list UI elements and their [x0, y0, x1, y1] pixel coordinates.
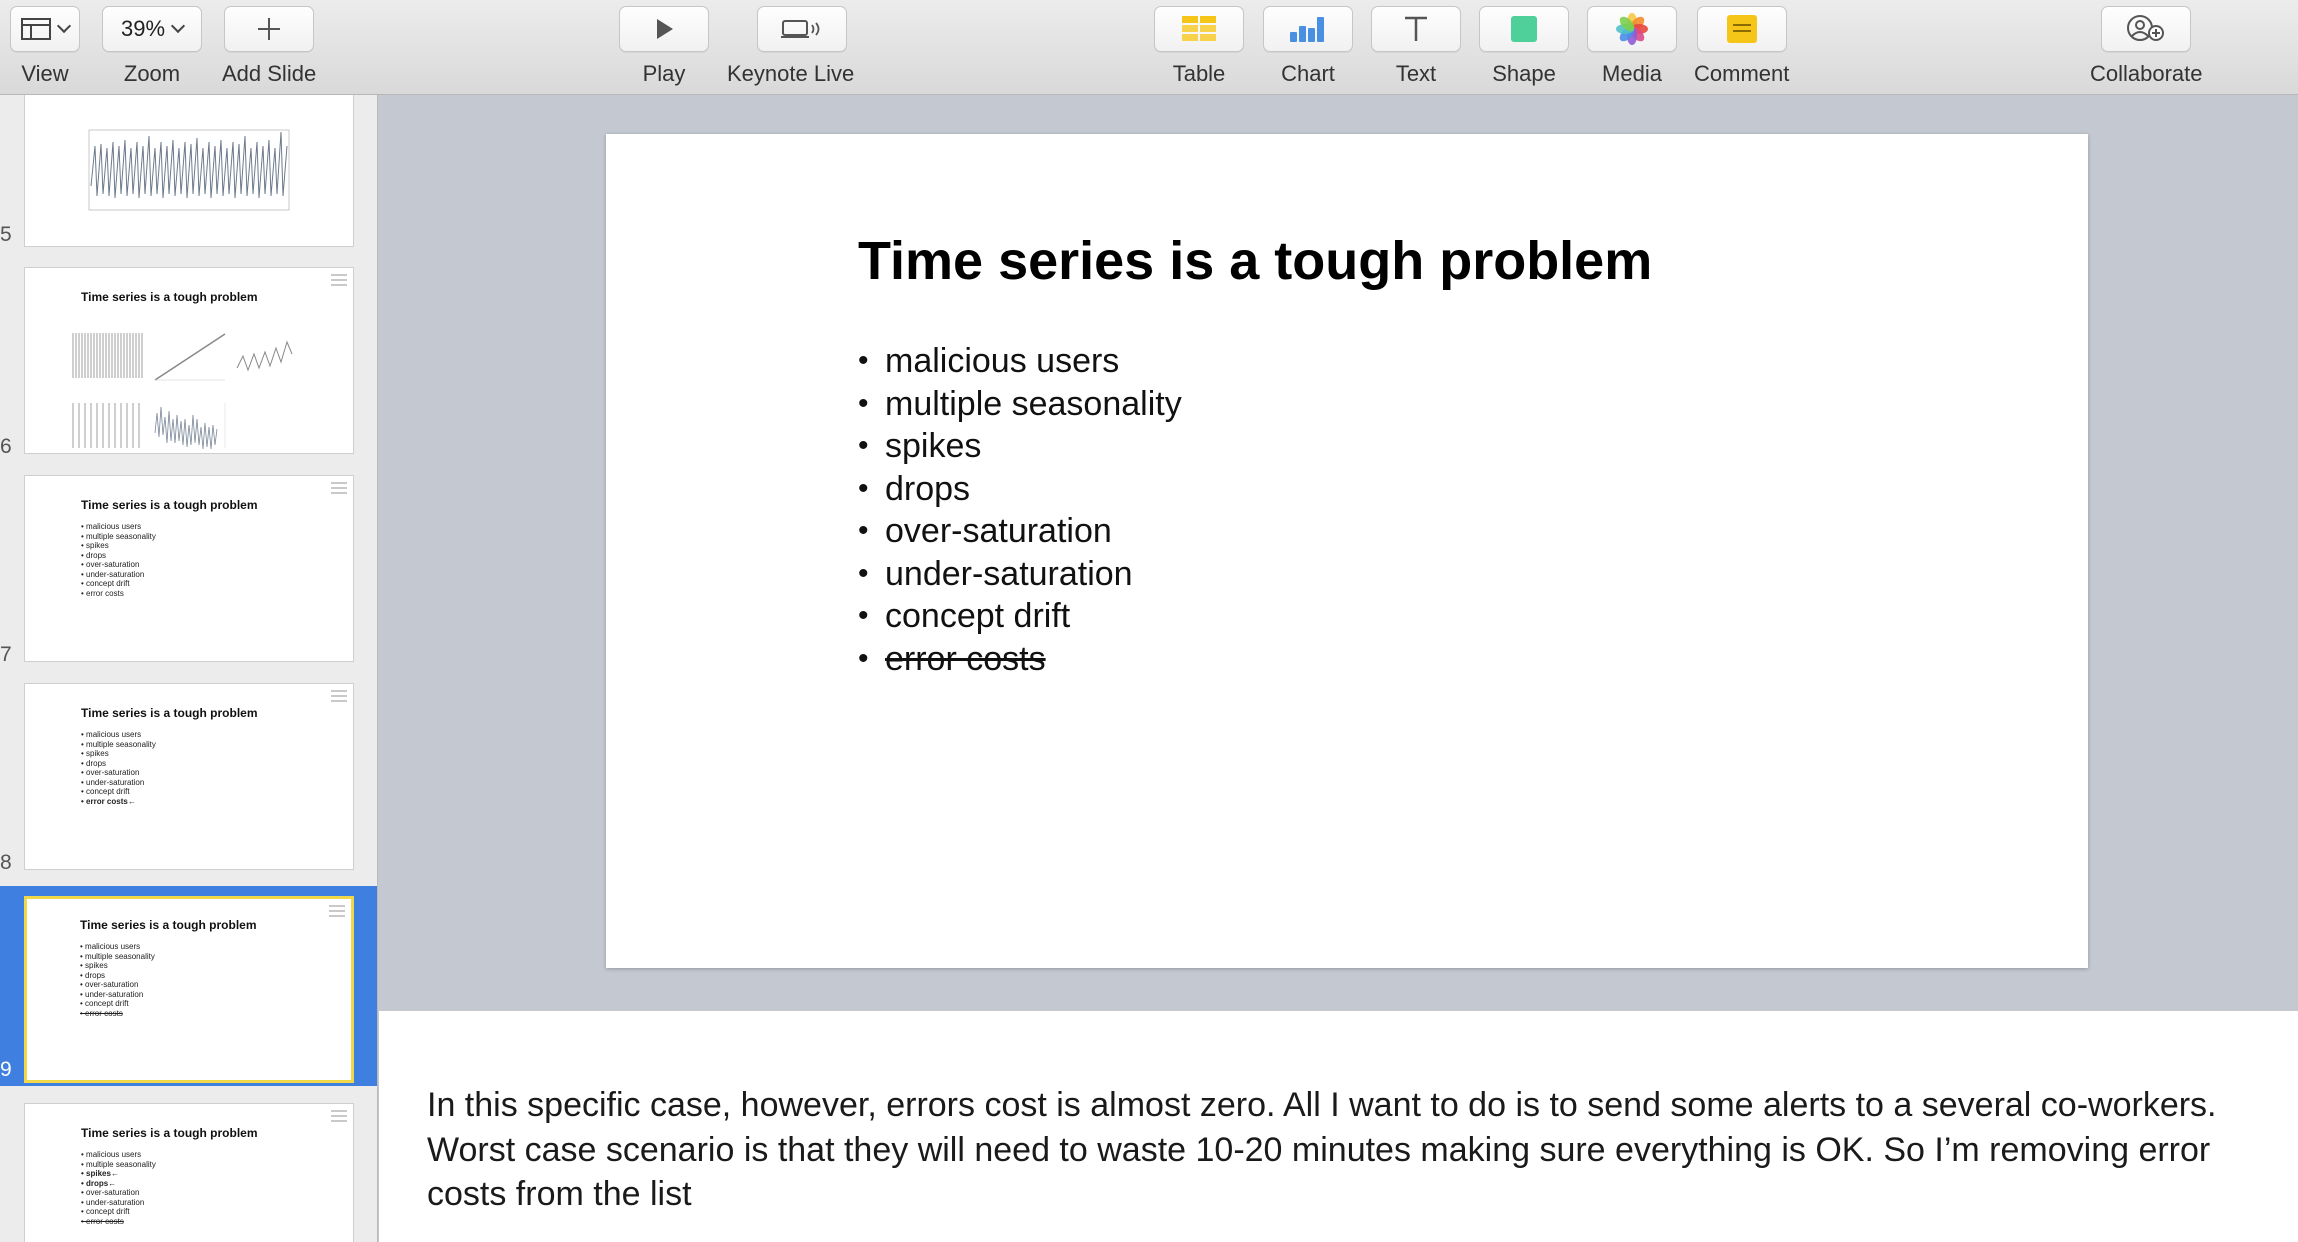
- table-button[interactable]: [1154, 6, 1244, 52]
- chart-button[interactable]: [1263, 6, 1353, 52]
- thumbnail-bullet-list: [81, 522, 156, 598]
- slide-bullet: [858, 340, 1182, 383]
- media-control[interactable]: [1587, 6, 1677, 87]
- thumbnail-bullet: • under-saturation: [81, 778, 156, 788]
- collaborate-button[interactable]: [2101, 6, 2191, 52]
- slide-thumbnail[interactable]: [24, 683, 354, 870]
- comment-button[interactable]: [1697, 6, 1787, 52]
- slide-bullet-text: malicious users: [885, 342, 1120, 380]
- media-button[interactable]: [1587, 6, 1677, 52]
- slide-number: 6: [0, 435, 12, 458]
- slide-number: 8: [0, 851, 12, 874]
- zoom-select[interactable]: [102, 6, 202, 52]
- thumbnail-bullet: • over-saturation: [81, 768, 156, 778]
- view-label: View: [21, 61, 69, 86]
- slide-bullet-list[interactable]: [858, 340, 1182, 680]
- slide-thumbnail-row[interactable]: [0, 683, 378, 879]
- slide-number: 7: [0, 643, 12, 666]
- chart-control[interactable]: [1263, 6, 1353, 87]
- slide-bullet: [858, 468, 1182, 511]
- text-icon: [1403, 15, 1429, 43]
- add-slide-control[interactable]: [222, 6, 316, 87]
- add-slide-button[interactable]: [224, 6, 314, 52]
- thumbnail-bullet: • drops←: [81, 1179, 156, 1189]
- thumbnail-bullet: • under-saturation: [81, 1198, 156, 1208]
- slide-bullet: [858, 510, 1182, 553]
- thumbnail-bullet: • multiple seasonality: [81, 740, 156, 750]
- keynote-live-icon: [780, 17, 824, 41]
- thumbnail-bullet: • multiple seasonality: [81, 1160, 156, 1170]
- slide-thumbnail-row-selected[interactable]: [0, 886, 378, 1086]
- thumbnail-bullet: • drops: [81, 551, 156, 561]
- comment-label: Comment: [1694, 61, 1790, 86]
- add-person-icon: [2126, 14, 2166, 44]
- slide-thumbnail[interactable]: [24, 267, 354, 454]
- sidebar-layout-icon: [21, 17, 51, 41]
- slide-bullet-text: error costs: [885, 639, 1046, 678]
- table-label: Table: [1172, 61, 1226, 86]
- play-label: Play: [642, 61, 686, 86]
- plus-icon: [256, 16, 282, 42]
- thumbnail-bullet: • malicious users: [81, 522, 156, 532]
- notes-indicator-icon: [329, 905, 345, 920]
- slide-thumbnail[interactable]: [24, 896, 354, 1083]
- toolbar: [0, 0, 2298, 95]
- thumbnail-bullet: • concept drift: [81, 1207, 156, 1217]
- thumbnail-title: Time series is a tough problem: [81, 1126, 258, 1140]
- slide-thumbnail[interactable]: [24, 475, 354, 662]
- slide-bullet-text: under-saturation: [885, 554, 1133, 593]
- thumbnail-bullet-list: [80, 942, 155, 1018]
- thumbnail-bullet: • malicious users: [81, 1150, 156, 1160]
- comment-icon: [1726, 14, 1758, 44]
- photos-flower-icon: [1616, 13, 1648, 45]
- thumbnail-bullet: • malicious users: [80, 942, 155, 952]
- shape-label: Shape: [1492, 61, 1556, 86]
- slide-bullet: [858, 553, 1182, 596]
- text-button[interactable]: [1371, 6, 1461, 52]
- thumbnail-title: Time series is a tough problem: [81, 706, 258, 720]
- slide-navigator: [0, 95, 378, 1242]
- zoom-label: Zoom: [123, 61, 181, 86]
- table-control[interactable]: [1154, 6, 1244, 87]
- keynote-live-button[interactable]: [757, 6, 847, 52]
- thumbnail-bullet-list: [81, 730, 156, 806]
- slide-thumbnail-row[interactable]: [0, 95, 378, 251]
- zoom-value: 39%: [120, 16, 166, 41]
- slide-number: 9: [0, 1058, 12, 1081]
- thumbnail-title: Time series is a tough problem: [80, 918, 257, 932]
- thumbnail-bullet: • drops: [80, 971, 155, 981]
- current-slide[interactable]: [606, 134, 2088, 968]
- slide-thumbnail-row[interactable]: [0, 267, 378, 463]
- thumbnail-bullet: • spikes: [80, 961, 155, 971]
- thumbnail-title: Time series is a tough problem: [81, 290, 258, 304]
- keynote-live-label: Keynote Live: [727, 61, 855, 86]
- text-control[interactable]: [1371, 6, 1461, 87]
- slide-bullet-text: spikes: [885, 427, 982, 465]
- thumbnail-bullet: • spikes: [81, 541, 156, 551]
- slide-bullet-struck: [858, 638, 1182, 681]
- thumbnail-bullet-list: [81, 1150, 156, 1226]
- thumbnail-bullet: • error costs: [80, 1009, 155, 1019]
- play-control[interactable]: [619, 6, 709, 87]
- thumbnail-bullet: • concept drift: [81, 579, 156, 589]
- time-series-thumbnail-image: [25, 95, 354, 246]
- slide-thumbnail[interactable]: [24, 1103, 354, 1242]
- slide-bullet-text: multiple seasonality: [885, 384, 1182, 423]
- shape-icon: [1510, 15, 1538, 43]
- collaborate-label: Collaborate: [2090, 61, 2203, 86]
- slide-thumbnail-row[interactable]: [0, 475, 378, 671]
- keynote-live-control[interactable]: [727, 6, 854, 87]
- slide-canvas: [379, 95, 2298, 1010]
- thumbnail-bullet: • under-saturation: [81, 570, 156, 580]
- notes-indicator-icon: [331, 1110, 347, 1125]
- collaborate-control[interactable]: [2090, 6, 2203, 87]
- thumbnail-bullet: • spikes: [81, 749, 156, 759]
- play-icon: [652, 17, 676, 41]
- presenter-notes[interactable]: [379, 1010, 2298, 1242]
- shape-control[interactable]: [1479, 6, 1569, 87]
- view-button[interactable]: [10, 6, 80, 52]
- slide-title[interactable]: Time series is a tough problem: [858, 231, 1653, 291]
- thumbnail-bullet: • error costs: [81, 589, 156, 599]
- slide-bullet-text: concept drift: [885, 597, 1071, 635]
- view-control[interactable]: [10, 6, 80, 87]
- thumbnail-bullet: • over-saturation: [80, 980, 155, 990]
- thumbnail-bullet: • multiple seasonality: [80, 952, 155, 962]
- thumbnail-bullet: • concept drift: [81, 787, 156, 797]
- slide-thumbnail[interactable]: [24, 95, 354, 247]
- slide-bullet-text: drops: [885, 469, 971, 508]
- chart-label: Chart: [1281, 61, 1335, 86]
- slide-bullet: [858, 383, 1182, 426]
- slide-bullet-text: over-saturation: [885, 512, 1112, 550]
- add-slide-label: Add Slide: [222, 61, 317, 86]
- chevron-down-icon: [57, 19, 71, 33]
- thumbnail-bullet: • error costs: [81, 1217, 156, 1227]
- play-button[interactable]: [619, 6, 709, 52]
- shape-button[interactable]: [1479, 6, 1569, 52]
- slide-bullet: [858, 425, 1182, 468]
- presenter-notes-text[interactable]: In this specific case, however, errors cost is almost zero. All I want to do is to send some alerts to a several co-workers. Worst case scenario is that they will need to waste 10-20 minutes making sure everything is OK. So I’m removing error costs from the list: [427, 1086, 2217, 1213]
- thumbnail-bullet: • spikes←: [81, 1169, 156, 1179]
- comment-control[interactable]: [1694, 6, 1789, 87]
- thumbnail-bullet: • multiple seasonality: [81, 532, 156, 542]
- thumbnail-bullet: • drops: [81, 759, 156, 769]
- zoom-control[interactable]: [102, 6, 202, 87]
- thumbnail-title: Time series is a tough problem: [81, 498, 258, 512]
- thumbnail-bullet: • malicious users: [81, 730, 156, 740]
- notes-indicator-icon: [331, 482, 347, 497]
- slide-number: 5: [0, 223, 12, 246]
- chevron-down-icon: [171, 19, 185, 33]
- chart-icon: [1288, 14, 1328, 44]
- slide-bullet: [858, 595, 1182, 638]
- thumbnail-bullet: • under-saturation: [80, 990, 155, 1000]
- notes-indicator-icon: [331, 690, 347, 705]
- table-icon: [1181, 15, 1217, 43]
- thumbnail-bullet: • error costs←: [81, 797, 156, 807]
- thumbnail-bullet: • over-saturation: [81, 1188, 156, 1198]
- charts-thumbnail-image: [25, 268, 354, 454]
- slide-thumbnail-row[interactable]: [0, 1103, 378, 1242]
- media-label: Media: [1602, 61, 1662, 86]
- text-label: Text: [1395, 61, 1437, 86]
- thumbnail-bullet: • over-saturation: [81, 560, 156, 570]
- thumbnail-bullet: • concept drift: [80, 999, 155, 1009]
